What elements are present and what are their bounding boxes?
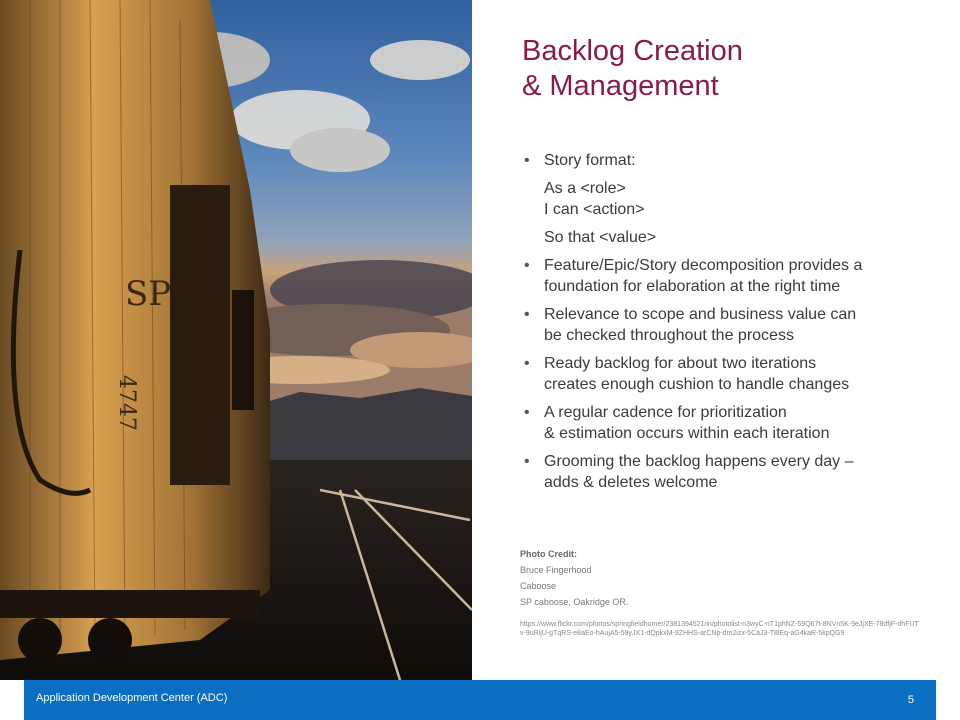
car-mark-number: 4747 [114,375,139,431]
car-mark-sp: SP [125,274,172,314]
bullet-text: • Story format: [544,152,636,169]
bullet-text: As a <role> [544,180,626,197]
bullet-item [524,304,924,346]
caboose-photo-art [0,0,472,680]
bullet-text: • A regular cadence for prioritization [544,404,787,421]
bullet-item [524,353,924,395]
footer-bar [24,680,936,720]
bullet-item [524,150,924,171]
caboose-photo [0,0,472,680]
bullet-text: So that <value> [544,229,657,246]
slide-title [522,34,922,104]
photo-credit-author: Bruce Fingerhood [520,565,592,575]
slide-title-line-2: & Management [522,70,719,102]
wheel [88,618,132,662]
bullet-text: adds & deletes welcome [544,474,718,491]
page-number: 5 [907,694,914,706]
bullet-text: foundation for elaboration at the right time [544,278,841,295]
bullet-subitem [524,178,924,220]
photo-credit-url[interactable]: https://www.flickr.com/photos/springfieldhomer/2381394521/in/photolist-n3wyC-nT1phNZ-59Q67t-8NVn5K-9eJjXE-78dfjF-dhFUTv-9uRijU-gTqRS-e8aEo-hAujA5-59yJX1-dQpkxM-9ZHHS-arCNp-dm2izx-5CaJ3-T8lEq-aG4kaR-5kpQG9 [520,621,919,637]
bullet-text: • Feature/Epic/Story decomposition provides a [544,257,863,274]
photo-credit [520,546,920,638]
bullet-item [524,451,924,493]
bullet-list [524,150,924,500]
footer-organization: Application Development Center (ADC) [36,692,228,704]
bullet-subitem [524,227,924,248]
bullet-text: creates enough cushion to handle changes [544,376,850,393]
bullet-text: I can <action> [544,201,645,218]
bullet-item [524,402,924,444]
bullet-item [524,255,924,297]
photo-credit-heading: Photo Credit: [520,549,577,559]
wheel [18,618,62,662]
bullet-text: • Ready backlog for about two iterations [544,355,817,372]
caboose-window [232,290,254,410]
undercarriage [0,590,260,618]
mountains [240,388,472,470]
bullet-text: be checked throughout the process [544,327,794,344]
bullet-text: • Relevance to scope and business value can [544,306,857,323]
photo-credit-caption: SP caboose, Oakridge OR. [520,597,629,607]
slide-title-line-1: Backlog Creation [522,35,743,67]
bullet-text: • Grooming the backlog happens every day – [544,453,854,470]
photo-credit-title: Caboose [520,581,557,591]
caboose-door [170,185,230,485]
bullet-text: & estimation occurs within each iteration [544,425,830,442]
